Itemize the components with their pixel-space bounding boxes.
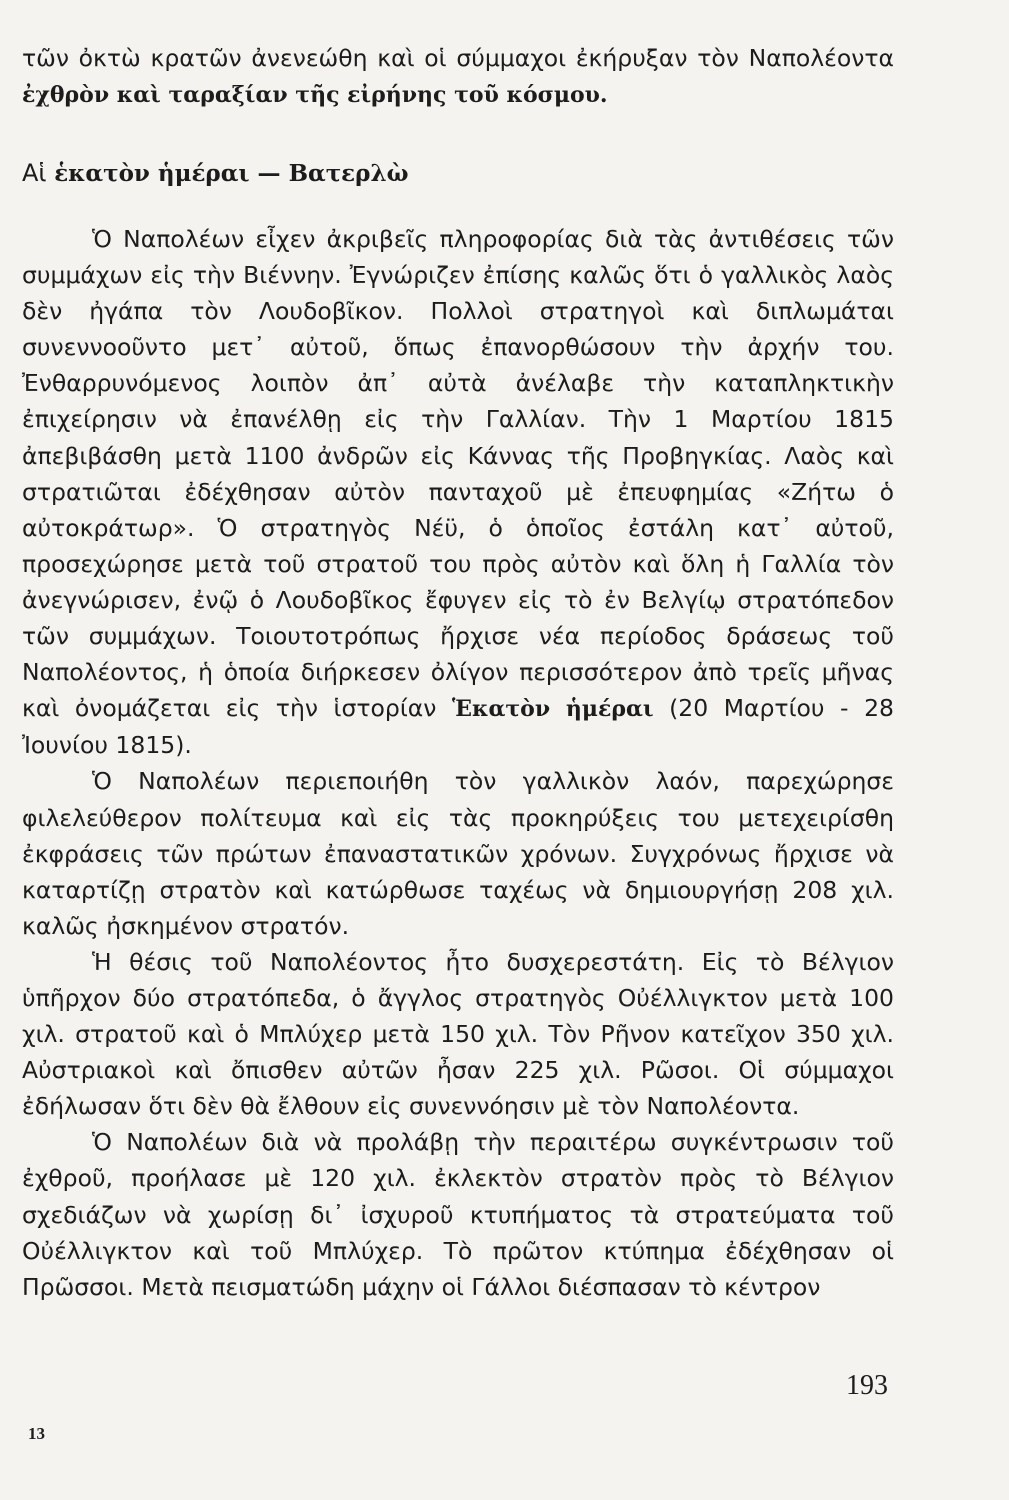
hundred-days-term: Ἑκατὸν ἡμέραι xyxy=(451,696,654,723)
paragraph-1-text: Ὁ Ναπολέων εἶχεν ἀκριβεῖς πληροφορίας διὰ τὰς ἀντιθέσεις τῶν συμμάχων εἰς τὴν Βιέννην. Ἐγνώριζεν ἐπίσης καλῶς ὅτι ὁ γαλλικὸς λαὸς δὲν ἠγάπα τὸν Λουδοβῖκον. Πολλοὶ στρατηγοὶ καὶ διπλωμάται συνεννοοῦντο μετ᾽ αὐτοῦ, ὅπως ἐπανορθώσουν τὴν ἀρχήν του. Ἐνθαρρυνόμενος λοιπὸν ἀπ᾽ αὐτὰ ἀνέλαβε τὴν καταπληκτικὴν ἐπιχείρησιν νὰ ἐπανέλθῃ εἰς τὴν Γαλλίαν. Τὴν 1 Μαρτίου 1815 ἀπεβιβάσθη μετὰ 1100 ἀνδρῶν εἰς Κάννας τῆς Προβηγκίας. Λαὸς καὶ στρατιῶται ἐδέχθησαν αὐτὸν πανταχοῦ μὲ ἐπευφημίας «Ζήτω ὁ αὐτοκράτωρ». Ὁ στρατηγὸς Νέϋ, ὁ ὁποῖος ἐστάλη κατ᾽ αὐτοῦ, προσεχώρησε μετὰ τοῦ στρατοῦ του πρὸς αὐτὸν καὶ ὅλη ἡ Γαλλία τὸν ἀνεγνώρισεν, ἐνῷ ὁ Λουδοβῖκος ἔφυγεν εἰς τὸ ἐν Βελγίῳ στρατόπεδον τῶν συμμάχων. Τοιουτοτρόπως ἤρχισε νέα περίοδος δράσεως τοῦ Ναπολέοντος, ἡ ὁποία διήρκεσεν ὀλίγον περισσότερον ἀπὸ τρεῖς μῆνας καὶ ὀνομάζεται εἰς τὴν ἱστορίαν xyxy=(22,225,894,723)
heading-prefix: Αἱ xyxy=(22,159,47,187)
heading-title: ἑκατὸν ἡμέραι — Βατερλὼ xyxy=(54,160,409,187)
paragraph-3: Ἡ θέσις τοῦ Ναπολέοντος ἦτο δυσχερεστάτη. Εἰς τὸ Βέλγιον ὑπῆρχον δύο στρατόπεδα, ὁ ἄγγλος στρατηγὸς Οὐέλλιγκτον μετὰ 100 χιλ. στρατοῦ καὶ ὁ Μπλύχερ μετὰ 150 χιλ. Τὸν Ρῆνον κατεῖχον 350 χιλ. Αὐστριακοὶ καὶ ὄπισθεν αὐτῶν ἦσαν 225 χιλ. Ρῶσοι. Οἱ σύμμαχοι ἐδήλωσαν ὅτι δὲν θὰ ἔλθουν εἰς συνεννόησιν μὲ τὸν Ναπολέοντα. xyxy=(22,947,894,1121)
paragraph-1-dates: (20 Μαρτίου - 28 Ἰουνίου 1815). xyxy=(22,694,894,760)
page-number: 193 xyxy=(846,1370,888,1401)
paragraph-4: Ὁ Ναπολέων διὰ νὰ προλάβῃ τὴν περαιτέρω συγκέντρωσιν τοῦ ἐχθροῦ, προήλασε μὲ 120 χιλ. ἐκλεκτὸν στρατὸν πρὸς τὸ Βέλγιον σχεδιάζων νὰ χωρίσῃ δι᾽ ἰσχυροῦ κτυπήματος τὰ στρατεύματα τοῦ Οὐέλλιγκτον καὶ τοῦ Μπλύχερ. Τὸ πρῶτον κτύπημα ἐδέχθησαν οἱ Πρῶσσοι. Μετὰ πεισματώδη μάχην οἱ Γάλλοι διέσπασαν τὸ κέντρον xyxy=(22,1128,894,1301)
intro-paragraph xyxy=(22,40,894,113)
paragraph-1 xyxy=(22,221,894,763)
paragraph-2: Ὁ Ναπολέων περιεποιήθη τὸν γαλλικὸν λαόν, παρεχώρησε φιλελεύθερον πολίτευμα καὶ εἰς τὰς προκηρύξεις του μετεχειρίσθη ἐκφράσεις τῶν πρώτων ἐπαναστατικῶν χρόνων. Συγχρόνως ἤρχισε νὰ καταρτίζῃ στρατὸν καὶ κατώρθωσε ταχέως νὰ δημιουργήσῃ 208 χιλ. καλῶς ἠσκημένον στρατόν. xyxy=(22,767,894,940)
section-heading xyxy=(22,155,409,192)
intro-text: τῶν ὀκτὼ κρατῶν ἀνενεώθη καὶ οἱ σύμμαχοι ἐκήρυξαν τὸν Ναπολέοντα xyxy=(22,44,894,72)
body-text xyxy=(22,221,894,1305)
signature-mark: 13 xyxy=(28,1424,45,1443)
intro-bold-text: ἐχθρὸν καὶ ταραξίαν τῆς εἰρήνης τοῦ κόσμου. xyxy=(22,82,608,109)
